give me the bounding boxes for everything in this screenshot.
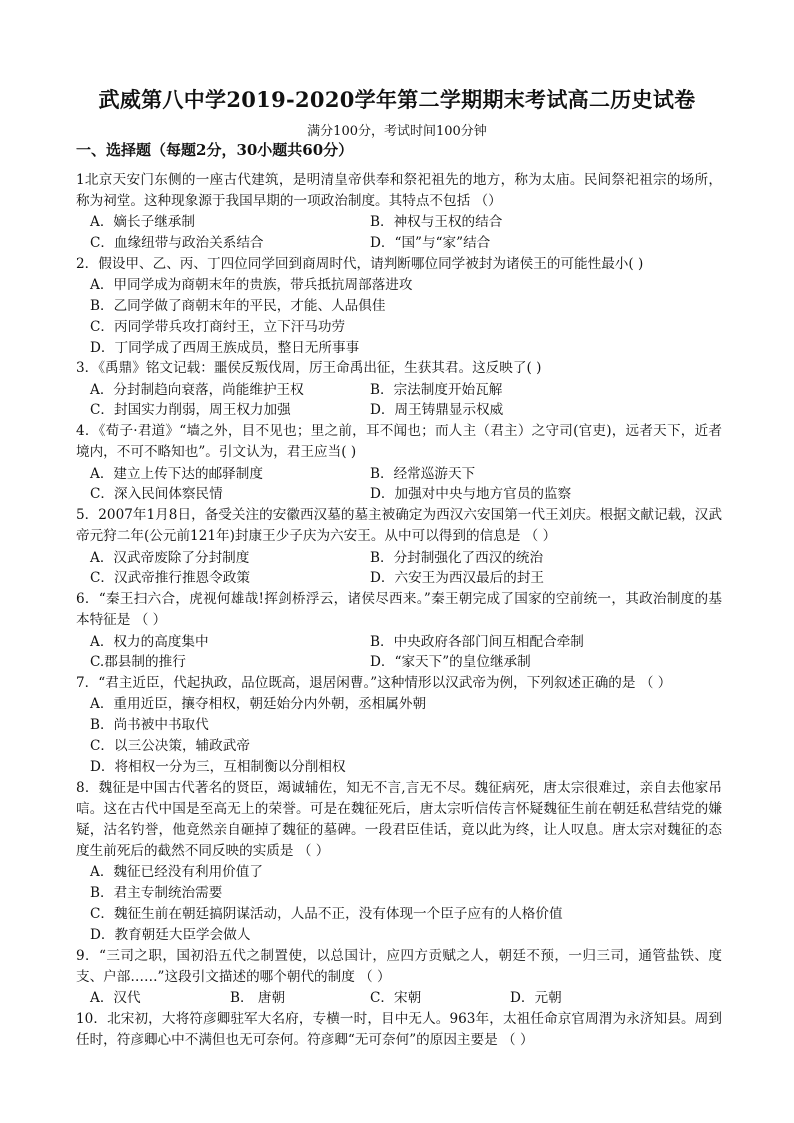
- question-item: [76, 946, 722, 1009]
- section-title: 一、选择题（每题2分，30小题共60分）: [76, 141, 354, 159]
- question-options: [76, 212, 722, 254]
- answer-option: C．魏征生前在朝廷搞阴谋活动，人品不正，没有体现一个臣子应有的人格价值: [90, 905, 563, 922]
- question-item: [76, 505, 722, 589]
- question-stem: 2．假设甲、乙、丙、丁四位同学回到商周时代，请判断哪位同学被封为诸侯王的可能性最小( ): [76, 256, 644, 272]
- answer-option: B．尚书被中书取代: [90, 717, 209, 734]
- question-stem: 3．《禹鼎》铭文记载：噩侯反叛伐周，厉王命禹出征，生获其君。这反映了( ): [76, 360, 542, 377]
- question-item: [76, 421, 722, 505]
- answer-option: C．以三公决策，辅政武帝: [90, 737, 250, 754]
- answer-option: B．分封制强化了西汉的统治: [370, 549, 544, 566]
- answer-option: D．六安王为西汉最后的封王: [370, 570, 545, 587]
- answer-option: C．深入民间体察民情: [90, 486, 223, 503]
- answer-option: A．汉代: [90, 989, 141, 1006]
- answer-option: D．丁同学成了西周王族成员，整日无所事事: [90, 339, 360, 356]
- answer-option: D．“国”与“家”结合: [370, 235, 491, 252]
- answer-option: A．建立上传下达的邮驿制度: [90, 465, 263, 482]
- answer-option: C．丙同学带兵攻打商纣王，立下汗马功劳: [90, 318, 346, 335]
- answer-option: D．将相权一分为三，互相制衡以分削相权: [90, 758, 346, 775]
- answer-option: C.郡县制的推行: [90, 654, 186, 671]
- answer-option: C．封国实力削弱，周王权力加强: [90, 402, 291, 419]
- answer-option: B． 唐朝: [230, 989, 286, 1006]
- question-item: [76, 170, 722, 254]
- question-options: [76, 548, 722, 590]
- question-stem: 8．魏征是中国古代著名的贤臣，竭诚辅佐，知无不言,言无不尽。魏征病死，唐太宗很难过，亲自去他家吊唁。这在古代中国是至高无上的荣誉。可是在魏征死后，唐太宗听信传言怀疑魏征生前在朝廷私营结党的嫌疑，沽名钓誉，他竟然亲自砸掉了魏征的墓碑。一段君臣佳话，竟以此为终，让人叹息。唐太宗对魏征的态度生前死后的截然不同反映的实质是 （ ）: [76, 779, 722, 860]
- question-item: [76, 673, 722, 777]
- question-stem: 5．2007年1月8日，备受关注的安徽西汉墓的墓主被确定为西汉六安国第一代王刘庆。根据文献记载，汉武帝元狩二年(公元前121年)封康王少子庆为六安王。从中可以得到的信息是 （ ）: [76, 507, 722, 545]
- question-list: [76, 170, 722, 1051]
- question-options: [76, 464, 722, 506]
- question-stem: 7．“君主近臣，代起执政，品位既高，退居闲曹。”这种情形以汉武帝为例，下列叙述正确的是 （ ）: [76, 675, 672, 692]
- answer-option: D．周王铸鼎显示权威: [370, 402, 504, 419]
- answer-option: D．加强对中央与地方官员的监察: [370, 486, 572, 503]
- answer-option: D．教育朝廷大臣学会做人: [90, 926, 251, 943]
- answer-option: A．甲同学成为商朝末年的贵族，带兵抵抗周部落进攻: [90, 277, 413, 294]
- question-item: [76, 358, 722, 421]
- answer-option: A．嫡长子继承制: [90, 214, 195, 231]
- exam-subtitle: 满分100分，考试时间100分钟: [307, 124, 487, 139]
- question-stem: 9．“三司之职，国初沿五代之制置使，以总国计，应四方贡赋之人，朝廷不预，一归三司，通管盐铁、度支、户部……”这段引文描述的哪个朝代的制度 （ ）: [76, 947, 722, 985]
- question-options: [76, 988, 722, 1009]
- answer-option: B．经常巡游天下: [370, 465, 476, 482]
- answer-option: D．元朝: [510, 989, 562, 1006]
- question-item: [76, 1009, 722, 1051]
- question-options: [76, 632, 722, 674]
- question-options: [76, 694, 722, 777]
- answer-option: A．权力的高度集中: [90, 633, 209, 650]
- question-stem: 6．“秦王扫六合，虎视何雄哉!挥剑桥浮云，诸侯尽西来。”秦王朝完成了国家的空前统一，其政治制度的基本特征是 （ ）: [76, 591, 722, 629]
- answer-option: D．“家天下”的皇位继承制: [370, 654, 531, 671]
- answer-option: A．重用近臣，攘夺相权，朝廷始分内外朝，丞相属外朝: [90, 696, 427, 713]
- answer-option: B．中央政府各部门间互相配合牵制: [370, 633, 584, 650]
- exam-title: 武威第八中学2019-2020学年第二学期期末考试高二历史试卷: [98, 87, 696, 112]
- answer-option: A．魏征已经没有利用价值了: [90, 864, 263, 881]
- answer-option: B．君主专制统治需要: [90, 885, 223, 902]
- question-options: [76, 275, 722, 358]
- question-options: [76, 380, 722, 422]
- question-item: [76, 778, 722, 946]
- answer-option: B．宗法制度开始瓦解: [370, 381, 503, 398]
- answer-option: B．乙同学做了商朝末年的平民，才能、人品俱佳: [90, 298, 386, 314]
- question-item: [76, 589, 722, 673]
- answer-option: C．汉武帝推行推恩令政策: [90, 570, 250, 587]
- question-options: [76, 862, 722, 945]
- question-stem: 10．北宋初，大将符彦卿驻军大名府，专横一时，目中无人。963年，太祖任命京官周渭为永济知县。周到任时，符彦卿心中不满但也无可奈何。符彦卿“无可奈何”的原因主要是 （ ）: [76, 1010, 722, 1048]
- question-item: [76, 254, 722, 358]
- answer-option: A．分封制趋向衰落，尚能维护王权: [90, 381, 304, 398]
- answer-option: C．血缘纽带与政治关系结合: [90, 235, 264, 252]
- answer-option: A．汉武帝废除了分封制度: [90, 549, 250, 566]
- question-stem: 4．《荀子·君道》“墙之外，目不见也；里之前，耳不闻也；而人主（君主）之守司(官吏)，远者天下，近者境内，不可不略知也”。引文认为，君王应当( ): [76, 423, 722, 461]
- question-stem: 1北京天安门东侧的一座古代建筑，是明清皇帝供奉和祭祀祖先的地方，称为太庙。民间祭祀祖宗的场所，称为祠堂。这种现象源于我国早期的一项政治制度。其特点不包括 （）: [76, 172, 722, 210]
- answer-option: C．宋朝: [370, 989, 422, 1006]
- answer-option: B．神权与王权的结合: [370, 214, 503, 231]
